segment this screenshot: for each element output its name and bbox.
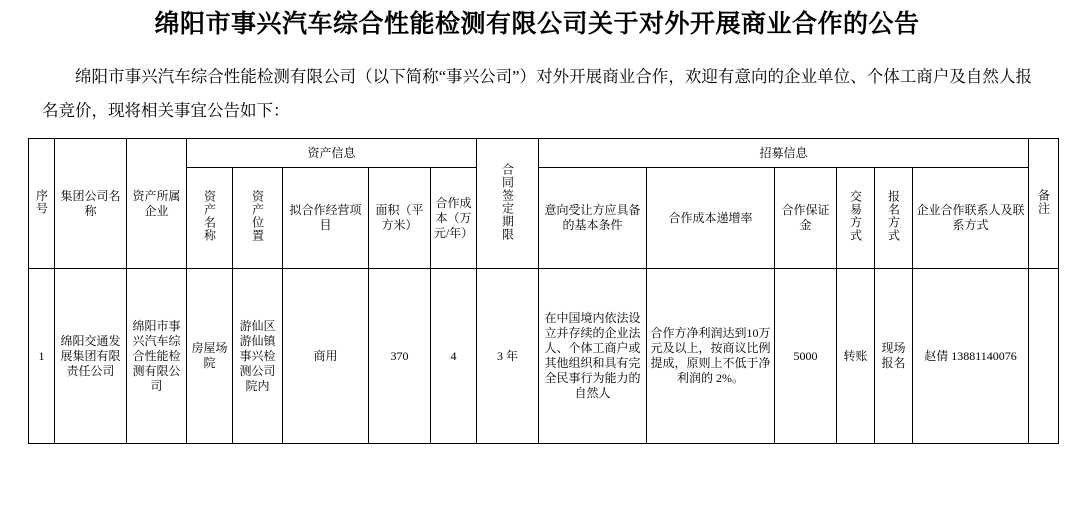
column-header-conditions — [539, 168, 647, 269]
cell-contact: 赵倩 13881140076 — [913, 269, 1029, 444]
column-header-contact-label: 企业合作联系人及联系方式 — [916, 203, 1025, 232]
column-header-area-label: 面积（平方米） — [375, 203, 424, 232]
column-header-deposit-label: 合作保证金 — [781, 203, 830, 232]
table-row — [29, 269, 1059, 444]
cell-affiliation: 绵阳市事兴汽车综合性能检测有限公司 — [127, 269, 187, 444]
table-group-header-row — [29, 139, 1059, 168]
column-header-term — [477, 139, 539, 269]
cell-cost: 4 — [431, 269, 477, 444]
announcement-table — [28, 138, 1059, 444]
group-header-asset-info: 资产信息 — [187, 139, 477, 168]
column-header-increase-rate-label: 合作成本递增率 — [668, 210, 753, 225]
cell-asset-name: 房屋场院 — [187, 269, 233, 444]
column-header-payment-label: 交易方式 — [848, 190, 863, 242]
cell-asset-location: 游仙区游仙镇事兴检测公司院内 — [233, 269, 283, 444]
column-header-project — [283, 168, 369, 269]
column-header-asset-name — [187, 168, 233, 269]
column-header-increase-rate — [647, 168, 775, 269]
column-header-apply-label: 报名方式 — [886, 190, 901, 242]
column-header-asset-name-label: 资产名称 — [202, 190, 217, 242]
column-header-seq — [29, 139, 55, 269]
cell-deposit: 5000 — [775, 269, 837, 444]
column-header-area — [369, 168, 431, 269]
column-header-project-label: 拟合作经营项目 — [289, 203, 362, 232]
column-header-apply — [875, 168, 913, 269]
cell-increase-rate: 合作方净利润达到10万元及以上，按商议比例提成，原则上不低于净利润的 2%。 — [647, 269, 775, 444]
cell-area: 370 — [369, 269, 431, 444]
cell-conditions: 在中国境内依法设立并存续的企业法人、个体工商户或其他组织和具有完全民事行为能力的自然人 — [539, 269, 647, 444]
cell-apply: 现场报名 — [875, 269, 913, 444]
document-page — [0, 8, 1074, 529]
group-header-recruit-info: 招募信息 — [539, 139, 1029, 168]
cell-seq: 1 — [29, 269, 55, 444]
column-header-affiliation — [127, 139, 187, 269]
column-header-seq-label: 序号 — [34, 188, 49, 215]
cell-term: 3 年 — [477, 269, 539, 444]
cell-project: 商用 — [283, 269, 369, 444]
column-header-contact — [913, 168, 1029, 269]
column-header-group-company-label: 集团公司名称 — [60, 188, 121, 218]
column-header-cost-label: 合作成本（万元/年） — [433, 195, 474, 240]
column-header-deposit — [775, 168, 837, 269]
column-header-term-label: 合同签定期限 — [500, 162, 515, 241]
column-header-remark-label: 备注 — [1036, 188, 1051, 215]
page-title: 绵阳市事兴汽车综合性能检测有限公司关于对外开展商业合作的公告 — [154, 11, 920, 38]
column-header-affiliation-label: 资产所属企业 — [132, 188, 181, 218]
column-header-asset-location — [233, 168, 283, 269]
column-header-cost — [431, 168, 477, 269]
intro-paragraph: 绵阳市事兴汽车综合性能检测有限公司（以下简称“事兴公司”）对外开展商业合作，欢迎有意向的企业单位、个体工商户及自然人报名竞价，现将相关事宜公告如下： — [42, 67, 1032, 120]
column-header-conditions-label: 意向受让方应具备的基本条件 — [544, 203, 641, 232]
cell-payment: 转账 — [837, 269, 875, 444]
column-header-group-company — [55, 139, 127, 269]
cell-remark — [1029, 269, 1059, 444]
column-header-asset-location-label: 资产位置 — [250, 190, 265, 242]
column-header-remark — [1029, 139, 1059, 269]
cell-group-company: 绵阳交通发展集团有限责任公司 — [55, 269, 127, 444]
column-header-payment — [837, 168, 875, 269]
